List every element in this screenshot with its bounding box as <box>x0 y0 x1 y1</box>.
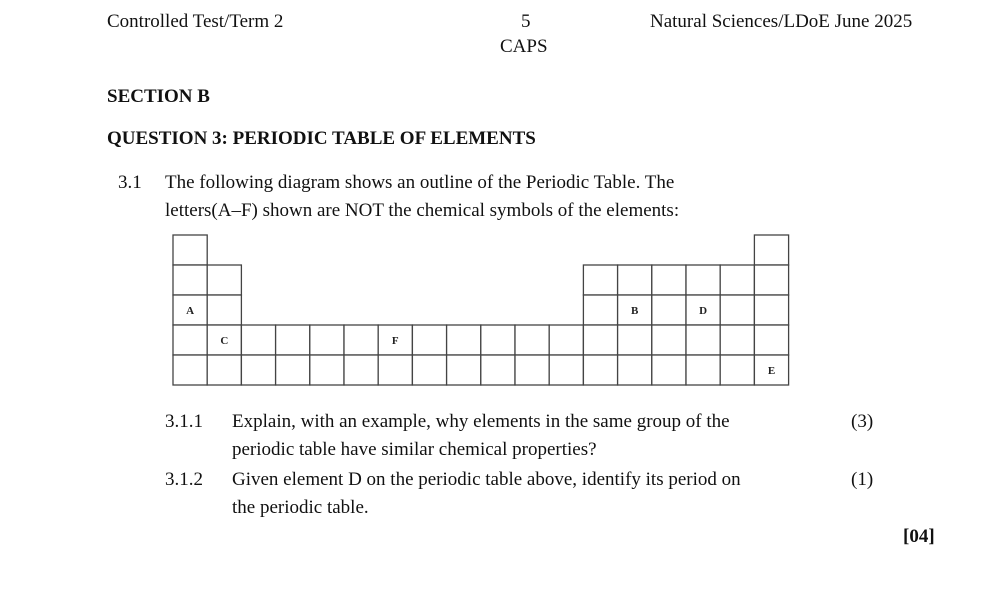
table-cell <box>344 325 378 355</box>
table-cell <box>583 325 617 355</box>
table-cell <box>412 355 446 385</box>
sub-question-text-line-1: Explain, with an example, why elements in the same group of the <box>232 411 730 432</box>
element-label-a: A <box>186 305 195 317</box>
table-cell <box>207 295 241 325</box>
table-cell <box>652 325 686 355</box>
table-cell <box>754 235 788 265</box>
table-cell <box>481 325 515 355</box>
table-cell <box>686 325 720 355</box>
table-cell <box>515 355 549 385</box>
table-cell <box>173 355 207 385</box>
table-cell <box>276 325 310 355</box>
table-cell <box>583 295 617 325</box>
section-title: SECTION B <box>107 86 210 107</box>
table-cell <box>549 325 583 355</box>
element-label-c: C <box>220 335 229 347</box>
table-cell <box>686 265 720 295</box>
table-cell <box>207 355 241 385</box>
table-cell <box>481 355 515 385</box>
question-3-1-line-2: letters(A–F) shown are NOT the chemical symbols of the elements: <box>165 200 680 221</box>
table-cell <box>378 355 412 385</box>
table-cell <box>720 265 754 295</box>
table-cell <box>241 325 275 355</box>
table-cell <box>344 355 378 385</box>
table-cell <box>618 325 652 355</box>
sub-question-number: 3.1.2 <box>165 469 203 490</box>
total-marks: [04] <box>903 526 935 547</box>
table-cell <box>549 355 583 385</box>
element-label-b: B <box>631 305 639 317</box>
question-title: QUESTION 3: PERIODIC TABLE OF ELEMENTS <box>107 128 536 149</box>
table-cell <box>652 265 686 295</box>
table-cell <box>720 355 754 385</box>
table-cell <box>618 355 652 385</box>
header-caps: CAPS <box>500 36 548 57</box>
table-cell <box>583 265 617 295</box>
table-cell <box>720 325 754 355</box>
sub-question-text-line-2: the periodic table. <box>232 497 369 518</box>
table-cell <box>618 265 652 295</box>
marks-allocation: (1) <box>851 469 874 490</box>
table-cell <box>310 325 344 355</box>
table-cell <box>754 325 788 355</box>
question-number-3-1: 3.1 <box>118 172 142 193</box>
table-cell <box>173 325 207 355</box>
table-cell <box>652 295 686 325</box>
table-cell <box>754 295 788 325</box>
table-cell <box>173 265 207 295</box>
page-number: 5 <box>521 11 531 32</box>
table-cell <box>412 325 446 355</box>
question-3-1-line-1: The following diagram shows an outline of the Periodic Table. The <box>165 172 675 193</box>
table-cell <box>515 325 549 355</box>
element-label-e: E <box>767 365 776 377</box>
table-cell <box>754 265 788 295</box>
table-cell <box>447 355 481 385</box>
table-cell <box>583 355 617 385</box>
table-cell <box>207 265 241 295</box>
table-cell <box>241 355 275 385</box>
table-cell <box>447 325 481 355</box>
element-label-d: D <box>699 305 708 317</box>
table-cell <box>720 295 754 325</box>
header-left: Controlled Test/Term 2 <box>107 11 284 32</box>
table-cell <box>310 355 344 385</box>
table-cell <box>173 235 207 265</box>
table-cell <box>652 355 686 385</box>
sub-question-text-line-2: periodic table have similar chemical properties? <box>232 439 597 460</box>
sub-question-number: 3.1.1 <box>165 411 203 432</box>
table-cell <box>686 355 720 385</box>
header-right: Natural Sciences/LDoE June 2025 <box>650 11 913 32</box>
sub-question-text-line-1: Given element D on the periodic table above, identify its period on <box>232 469 741 490</box>
table-cell <box>276 355 310 385</box>
marks-allocation: (3) <box>851 411 874 432</box>
element-label-f: F <box>391 335 399 347</box>
